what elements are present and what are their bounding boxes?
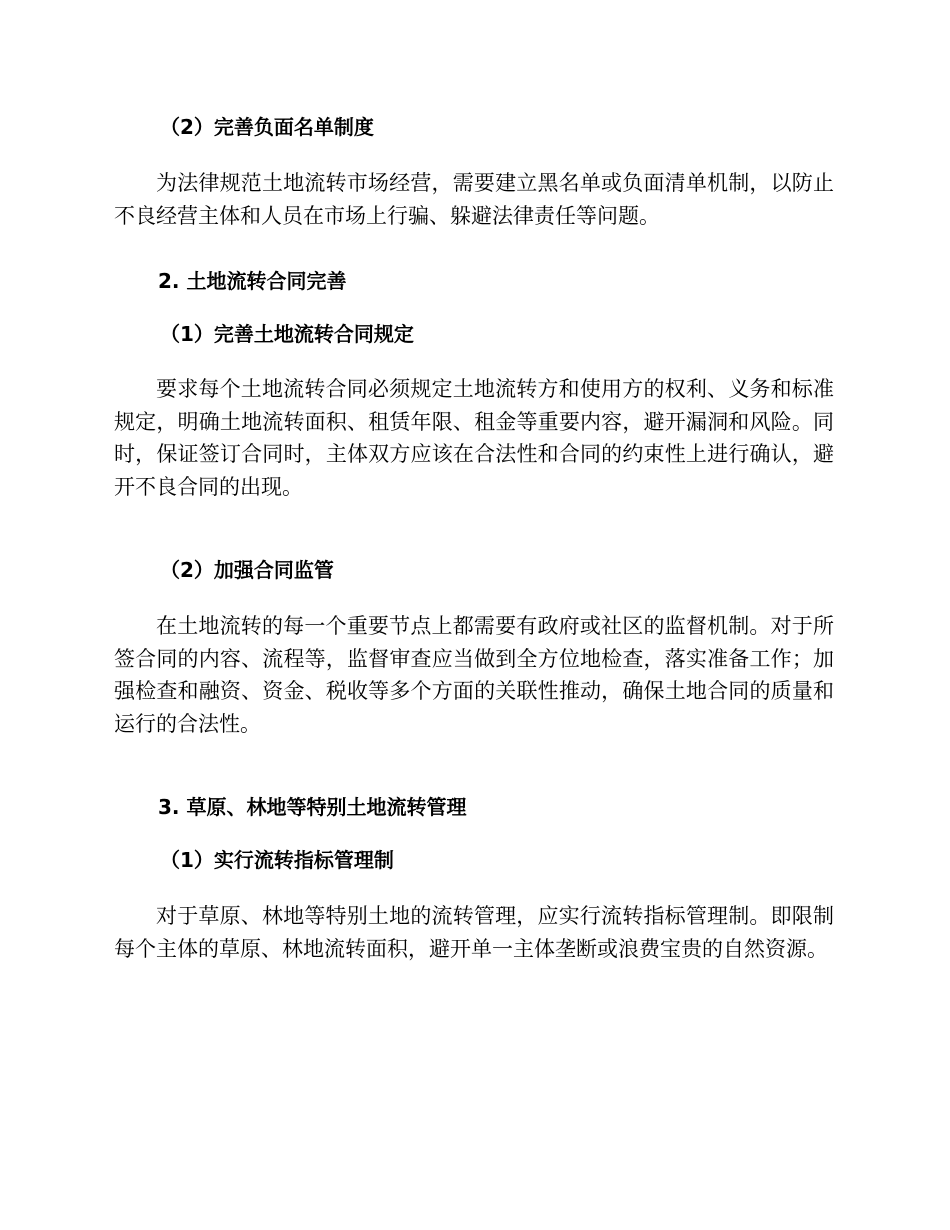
paragraph-negative-list: 为法律规范土地流转市场经营，需要建立黑名单或负面清单机制，以防止不良经营主体和人员在市场上行骗、躲避法律责任等问题。 (114, 171, 834, 228)
subheading-contract-regulations: （1）完善土地流转合同规定 (160, 322, 414, 346)
section-heading-contract-improvement: 2. 土地流转合同完善 (158, 269, 347, 293)
section-heading-special-land: 3. 草原、林地等特别土地流转管理 (158, 795, 467, 819)
subheading-quota-management: （1）实行流转指标管理制 (160, 848, 394, 872)
paragraph-contract-supervision: 在土地流转的每一个重要节点上都需要有政府或社区的监督机制。对于所签合同的内容、流程等，监督审查应当做到全方位地检查，落实准备工作；加强检查和融资、资金、税收等多个方面的关联性推动，确保土地合同的质量和运行的合法性。 (114, 614, 834, 737)
subheading-improve-negative-list: （2）完善负面名单制度 (160, 115, 374, 139)
subheading-contract-supervision: （2）加强合同监管 (160, 558, 334, 582)
paragraph-contract-regulations: 要求每个土地流转合同必须规定土地流转方和使用方的权利、义务和标准规定，明确土地流转面积、租赁年限、租金等重要内容，避开漏洞和风险。同时，保证签订合同时，主体双方应该在合法性和合同的约束性上进行确认，避开不良合同的出现。 (114, 377, 834, 500)
paragraph-quota-management: 对于草原、林地等特别土地的流转管理，应实行流转指标管理制。即限制每个主体的草原、林地流转面积，避开单一主体垄断或浪费宝贵的自然资源。 (114, 904, 834, 961)
